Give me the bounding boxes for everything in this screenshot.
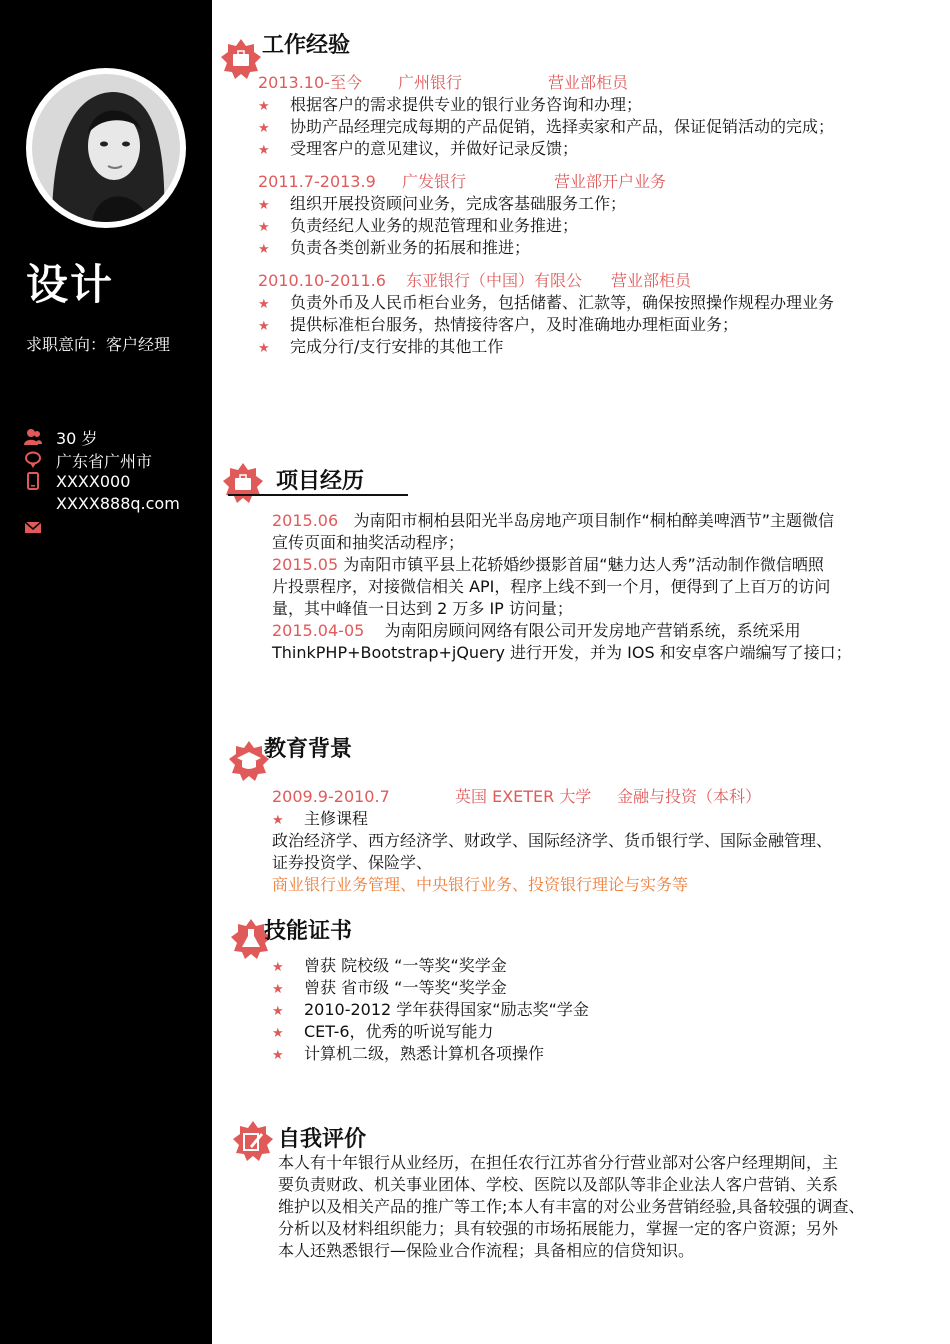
project-item-cont: ThinkPHP+Bootstrap+jQuery 进行开发，并为 IOS 和安卓客户端编写了接口； (272, 643, 852, 662)
job-duty: ★ 负责各类创新业务的拓展和推进； (258, 237, 530, 261)
job-objective: 求职意向：客户经理 (26, 335, 171, 354)
projects-section-title: 项目经历 (276, 469, 365, 494)
job-company: 广发银行 (402, 172, 467, 191)
edu-major: 金融与投资（本科） (617, 787, 762, 806)
job-role: 营业部柜员 (548, 73, 629, 92)
star-icon: ★ (258, 99, 270, 114)
edu-period: 2009.9-2010.7 (272, 787, 390, 806)
envelope-icon (24, 518, 42, 536)
location-pin-icon (24, 451, 42, 469)
briefcase-badge-icon (220, 38, 262, 80)
self-eval-line: 分析以及材料组织能力；具有较强的市场拓展能力，掌握一定的客户资源；另外 (278, 1219, 839, 1238)
job-duty: ★ 提供标准柜台服务，热情接待客户，及时准确地办理柜面业务； (258, 314, 738, 338)
job-period: 2013.10-至今 (258, 73, 362, 92)
self-eval-line: 本人还熟悉银行—保险业合作流程；具备相应的信贷知识。 (278, 1241, 695, 1260)
self-eval-line: 要负责财政、机关事业团体、学校、医院以及部队等非企业法人客户营销、关系 (278, 1175, 839, 1194)
skill-item: ★ 曾获 院校级 “一等奖“奖学金 (272, 955, 507, 979)
star-icon: ★ (258, 198, 270, 213)
skill-item: ★ CET-6，优秀的听说写能力 (272, 1021, 494, 1045)
job-period: 2010.10-2011.6 (258, 271, 386, 290)
star-icon: ★ (258, 341, 270, 356)
courses-line-highlight: 商业银行业务管理、中央银行业务、投资银行理论与实务等 (272, 875, 689, 894)
job-duty: ★ 根据客户的需求提供专业的银行业务咨询和办理； (258, 94, 642, 118)
project-item-cont: 量，其中峰值一日达到 2 万多 IP 访问量； (272, 599, 573, 618)
star-icon: ★ (258, 319, 270, 334)
email-text: XXXX888q.com (56, 493, 180, 513)
star-icon: ★ (272, 1004, 284, 1019)
self-eval-section-title: 自我评价 (278, 1127, 367, 1152)
star-icon: ★ (258, 220, 270, 235)
envelope-row (24, 516, 56, 538)
self-eval-line: 本人有十年银行从业经历，在担任农行江苏省分行营业部对公客户经理期间，主 (278, 1153, 839, 1172)
person-icon (24, 428, 42, 446)
phone-row (24, 470, 130, 492)
job-header (258, 270, 691, 292)
location-text: 广东省广州市 (56, 451, 153, 471)
phone-text: XXXX000 (56, 471, 131, 491)
project-item-cont: 宣传页面和抽奖活动程序； (272, 533, 465, 552)
email-icon-placeholder (24, 494, 42, 512)
projects-title-underline (228, 494, 408, 496)
courses-line: 证券投资学、保险学、 (272, 853, 433, 872)
pencil-badge-icon (232, 1120, 274, 1162)
project-item-cont: 片投票程序，对接微信相关 API，程序上线不到一个月，便得到了上百万的访问 (272, 577, 831, 596)
location-row (24, 449, 152, 471)
star-icon: ★ (258, 297, 270, 312)
skill-item: ★ 曾获 省市级 “一等奖“奖学金 (272, 977, 507, 1001)
star-icon: ★ (258, 143, 270, 158)
star-icon: ★ (258, 242, 270, 257)
sidebar (0, 0, 212, 1344)
star-icon: ★ (272, 1026, 284, 1041)
courses-line: 政治经济学、西方经济学、财政学、国际经济学、货币银行学、国际金融管理、 (272, 831, 833, 850)
skills-section-title: 技能证书 (264, 919, 353, 944)
job-duty: ★ 负责经纪人业务的规范管理和业务推进； (258, 215, 578, 239)
star-icon: ★ (272, 1048, 284, 1063)
skill-item: ★ 计算机二级，熟悉计算机各项操作 (272, 1043, 544, 1067)
candidate-name: 设计 (26, 260, 115, 309)
job-header (258, 171, 666, 193)
skill-item: ★ 2010-2012 学年获得国家“励志奖“学金 (272, 999, 589, 1023)
job-period: 2011.7-2013.9 (258, 172, 376, 191)
job-duty: ★ 组织开展投资顾问业务，完成客基础服务工作； (258, 193, 626, 217)
project-item: 2015.06 为南阳市桐柏县阳光半岛房地产项目制作“桐柏醉美啤酒节”主题微信 (272, 511, 835, 530)
job-company: 东亚银行（中国）有限公 (406, 271, 583, 290)
job-duty: ★ 完成分行/支行安排的其他工作 (258, 336, 503, 360)
job-company: 广州银行 (398, 73, 463, 92)
job-duty: ★ 协助产品经理完成每期的产品促销，选择卖家和产品，保证促销活动的完成； (258, 116, 834, 140)
project-item: 2015.04-05 为南阳房顾问网络有限公司开发房地产营销系统，系统采用 (272, 621, 801, 640)
email-row (24, 492, 180, 514)
profile-photo-icon (32, 74, 180, 222)
phone-icon (24, 472, 42, 490)
job-duty: ★ 负责外币及人民币柜台业务，包括储蓄、汇款等，确保按照操作规程办理业务 (258, 292, 834, 316)
age-row (24, 426, 97, 448)
edu-school: 英国 EXETER 大学 (455, 787, 592, 806)
age-text: 30 岁 (56, 428, 98, 448)
job-header (258, 72, 628, 94)
education-header (272, 786, 761, 808)
avatar (26, 68, 186, 228)
project-badge-icon (222, 462, 264, 504)
star-icon: ★ (272, 813, 284, 828)
work-section-title: 工作经验 (262, 33, 351, 58)
self-eval-line: 维护以及相关产品的推广等工作;本人有丰富的对公业务营销经验,具备较强的调查、 (278, 1197, 865, 1216)
job-role: 营业部开户业务 (554, 172, 667, 191)
star-icon: ★ (272, 960, 284, 975)
star-icon: ★ (258, 121, 270, 136)
project-item: 2015.05 为南阳市镇平县上花轿婚纱摄影首届“魅力达人秀”活动制作微信晒照 (272, 555, 824, 574)
job-duty: ★ 受理客户的意见建议，并做好记录反馈； (258, 138, 578, 162)
education-section-title: 教育背景 (264, 737, 353, 762)
courses-label-row: ★ 主修课程 (272, 808, 368, 832)
job-role: 营业部柜员 (611, 271, 692, 290)
star-icon: ★ (272, 982, 284, 997)
